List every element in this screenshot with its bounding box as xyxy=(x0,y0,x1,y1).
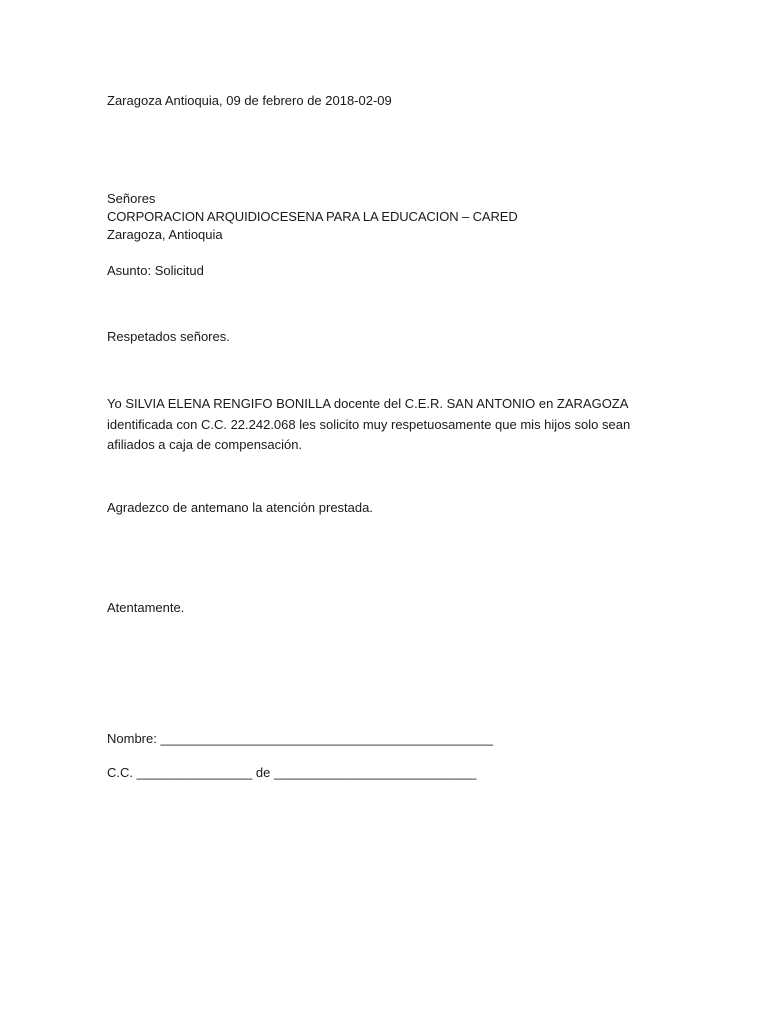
subject-line: Asunto: Solicitud xyxy=(107,263,204,278)
thanks-line: Agradezco de antemano la atención prestada. xyxy=(107,500,373,515)
body-paragraph: Yo SILVIA ELENA RENGIFO BONILLA docente del C.E.R. SAN ANTONIO en ZARAGOZA identificada con C.C. 22.242.068 les solicito muy respetuosamente que mis hijos solo sean afiliados a caja de compensación. xyxy=(107,396,631,452)
recipient-block xyxy=(107,190,518,244)
signature-cc-line: C.C. ________________ de ____________________________ xyxy=(107,765,477,780)
signature-name-line: Nombre: ______________________________________________ xyxy=(107,731,494,746)
greeting: Respetados señores. xyxy=(107,329,230,344)
recipient-location: Zaragoza, Antioquia xyxy=(107,227,223,242)
closing-line: Atentamente. xyxy=(107,600,185,615)
recipient-organization: CORPORACION ARQUIDIOCESENA PARA LA EDUCACION – CARED xyxy=(107,209,518,224)
recipient-salutation: Señores xyxy=(107,191,156,206)
date-line: Zaragoza Antioquia, 09 de febrero de 2018-02-09 xyxy=(107,93,392,108)
